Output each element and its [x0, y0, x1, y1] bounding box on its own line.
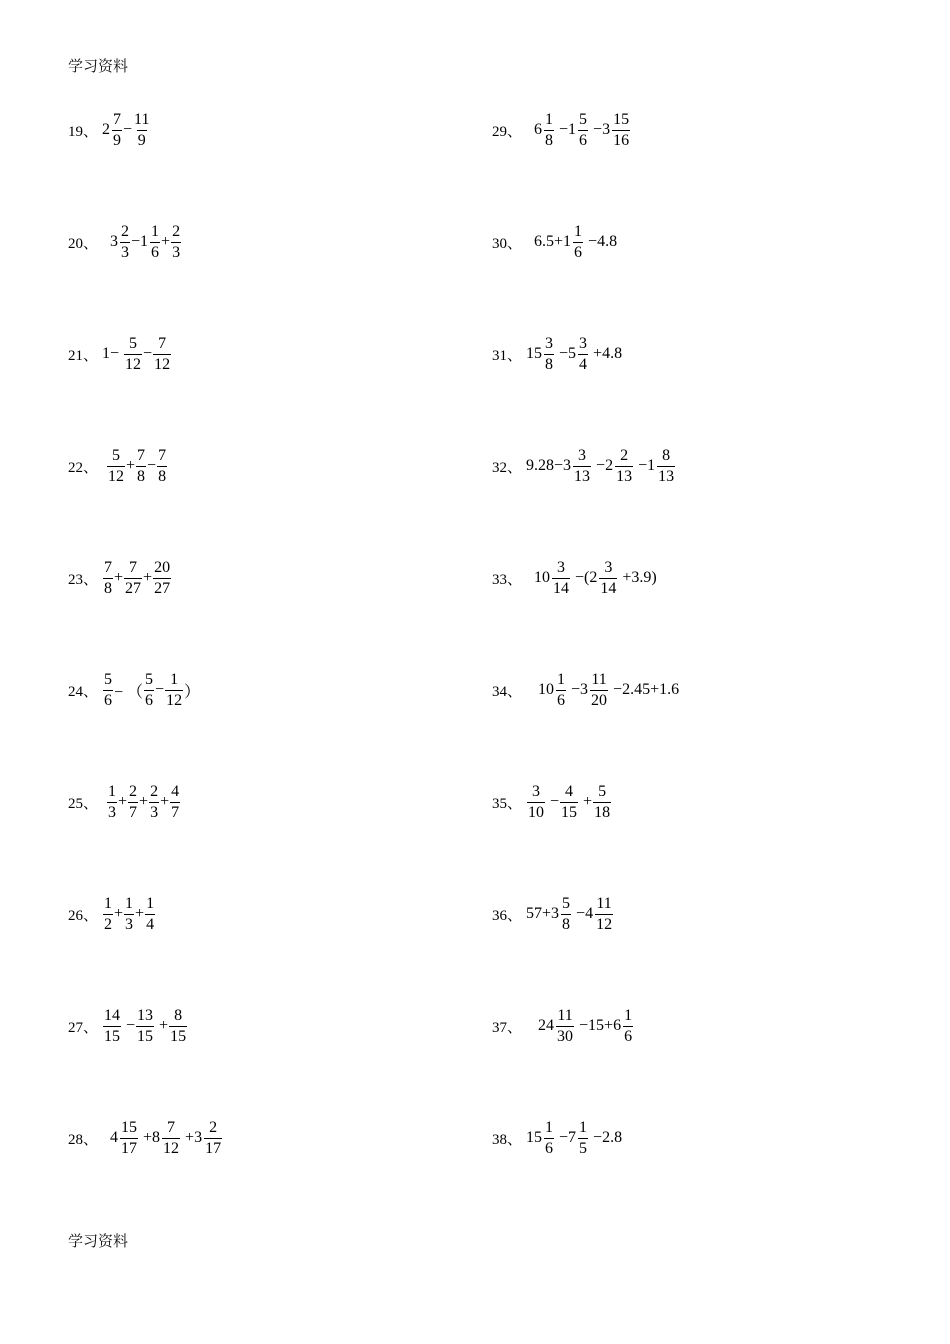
fraction: [590, 672, 608, 709]
whole-number: 3: [110, 233, 119, 250]
denominator: 12: [596, 915, 613, 933]
problem-item: [68, 554, 172, 602]
denominator: 8: [137, 467, 146, 485]
whole-number: 6: [534, 121, 543, 138]
problem-number: 33、: [492, 571, 523, 588]
fraction: [544, 336, 554, 373]
numerator: 3: [578, 446, 587, 464]
operator-text: −4.8: [584, 233, 618, 250]
operator-text: [102, 793, 106, 811]
denominator: 13: [658, 467, 675, 485]
operator-text: − （: [114, 683, 144, 701]
whole-number: 1: [140, 233, 149, 250]
operator-text: 9.28−: [526, 457, 564, 474]
problem-number: 23、: [68, 571, 99, 588]
fraction: [136, 448, 146, 485]
fraction: [657, 448, 675, 485]
fraction: [552, 560, 570, 597]
numerator: 2: [172, 222, 181, 240]
problem-item: [492, 554, 657, 602]
numerator: 7: [137, 446, 146, 464]
denominator: 12: [154, 355, 171, 373]
fraction: [128, 784, 138, 821]
numerator: 11: [557, 1006, 573, 1024]
denominator: 4: [579, 355, 588, 373]
problem-number: 19、: [68, 123, 99, 140]
problem-item: [492, 330, 622, 378]
problem-item: [492, 218, 617, 266]
operator-text: [526, 569, 534, 587]
problem-number: 21、: [68, 347, 99, 364]
denominator: 18: [594, 803, 611, 821]
whole-number: 4: [585, 905, 594, 922]
numerator: 2: [209, 1118, 218, 1136]
denominator: 3: [108, 803, 117, 821]
numerator: 1: [170, 670, 179, 688]
fraction: [103, 896, 113, 933]
denominator: 6: [574, 243, 583, 261]
operator-text: [526, 681, 538, 699]
numerator: 5: [129, 334, 138, 352]
denominator: 6: [557, 691, 566, 709]
numerator: 1: [108, 782, 117, 800]
denominator: 27: [154, 579, 171, 597]
problem-item: [68, 442, 168, 490]
fraction: [578, 112, 588, 149]
operator-text: −: [123, 121, 133, 138]
fraction: [112, 112, 122, 149]
problem-number: 32、: [492, 459, 523, 476]
operator-text: +: [126, 457, 136, 474]
operator-text: 57+: [526, 905, 552, 922]
whole-number: 3: [563, 457, 572, 474]
operator-text: −: [131, 233, 141, 250]
fraction: [124, 336, 142, 373]
problem-number: 36、: [492, 907, 523, 924]
denominator: 2: [104, 915, 113, 933]
operator-text: +: [114, 905, 124, 922]
operator-text: +: [160, 793, 170, 810]
denominator: 15: [170, 1027, 187, 1045]
numerator: 2: [129, 782, 138, 800]
operator-text: −: [555, 345, 569, 362]
whole-number: 7: [568, 1129, 577, 1146]
operator-text: +: [139, 793, 149, 810]
problem-item: [492, 1002, 634, 1050]
problem-number: 24、: [68, 683, 99, 700]
fraction: [103, 560, 113, 597]
operator-text: +: [118, 793, 128, 810]
numerator: 7: [167, 1118, 176, 1136]
fraction: [170, 784, 180, 821]
denominator: 10: [528, 803, 545, 821]
numerator: 8: [174, 1006, 183, 1024]
problem-item: [68, 1002, 188, 1050]
whole-number: 3: [551, 905, 560, 922]
denominator: 6: [579, 131, 588, 149]
fraction: [153, 336, 171, 373]
problem-item: [68, 330, 172, 378]
denominator: 15: [137, 1027, 154, 1045]
operator-text: +: [579, 793, 593, 810]
fraction: [578, 1120, 588, 1157]
problem-number: 30、: [492, 235, 523, 252]
numerator: 1: [557, 670, 566, 688]
operator-text: −: [567, 681, 581, 698]
denominator: 17: [205, 1139, 222, 1157]
operator-text: +: [161, 233, 171, 250]
operator-text: [102, 1129, 110, 1147]
problem-item: [492, 106, 631, 154]
numerator: 2: [620, 446, 629, 464]
numerator: 8: [662, 446, 671, 464]
operator-text: +3.9): [618, 569, 657, 586]
whole-number: 15: [526, 345, 543, 362]
fraction: [162, 1120, 180, 1157]
problem-number: 28、: [68, 1131, 99, 1148]
problem-item: [492, 442, 676, 490]
numerator: 5: [562, 894, 571, 912]
fraction: [544, 112, 554, 149]
operator-text: −: [589, 121, 603, 138]
numerator: 3: [532, 782, 541, 800]
fraction: [573, 448, 591, 485]
operator-text: −: [555, 121, 569, 138]
operator-text: +: [139, 1129, 153, 1146]
denominator: 8: [545, 355, 554, 373]
expression: [102, 672, 200, 709]
operator-text: +: [181, 1129, 195, 1146]
denominator: 14: [600, 579, 617, 597]
denominator: 13: [616, 467, 633, 485]
whole-number: 15: [526, 1129, 543, 1146]
operator-text: −: [572, 905, 586, 922]
fraction: [615, 448, 633, 485]
problem-item: [68, 1114, 223, 1162]
numerator: 5: [598, 782, 607, 800]
operator-text: ）: [184, 683, 201, 701]
problem-number: 22、: [68, 459, 99, 476]
denominator: 9: [113, 131, 122, 149]
denominator: 12: [166, 691, 183, 709]
fraction: [593, 784, 611, 821]
numerator: 5: [145, 670, 154, 688]
fraction: [204, 1120, 222, 1157]
denominator: 7: [171, 803, 180, 821]
fraction: [573, 224, 583, 261]
denominator: 30: [557, 1027, 574, 1045]
fraction: [561, 896, 571, 933]
problem-number: 25、: [68, 795, 99, 812]
expression: [526, 896, 614, 933]
problem-number: 26、: [68, 907, 99, 924]
whole-number: 1: [568, 121, 577, 138]
expression: [102, 896, 156, 933]
operator-text: +: [114, 569, 124, 586]
expression: [102, 224, 182, 261]
fraction: [599, 560, 617, 597]
fraction: [136, 1008, 154, 1045]
whole-number: 24: [538, 1017, 555, 1034]
expression: [102, 560, 172, 597]
whole-number: 3: [194, 1129, 203, 1146]
numerator: 14: [104, 1006, 121, 1024]
problem-number: 27、: [68, 1019, 99, 1036]
problem-item: [492, 666, 679, 714]
problem-item: [492, 1114, 622, 1162]
problem-number: 20、: [68, 235, 99, 252]
expression: [102, 448, 168, 485]
numerator: 1: [579, 1118, 588, 1136]
fraction: [107, 784, 117, 821]
denominator: 8: [104, 579, 113, 597]
denominator: 6: [104, 691, 113, 709]
denominator: 12: [163, 1139, 180, 1157]
denominator: 6: [151, 243, 160, 261]
fraction: [120, 224, 130, 261]
expression: [102, 112, 151, 149]
whole-number: 3: [580, 681, 589, 698]
operator-text: [102, 233, 110, 251]
denominator: 3: [150, 803, 159, 821]
expression: [526, 1120, 622, 1157]
problem-item: [492, 890, 614, 938]
problem-item: [68, 106, 151, 154]
numerator: 4: [171, 782, 180, 800]
denominator: 6: [145, 691, 154, 709]
numerator: 15: [121, 1118, 138, 1136]
expression: [102, 784, 181, 821]
whole-number: 10: [534, 569, 551, 586]
operator-text: −: [555, 1129, 569, 1146]
problem-number: 31、: [492, 347, 523, 364]
fraction: [124, 896, 134, 933]
denominator: 3: [125, 915, 134, 933]
denominator: 3: [121, 243, 130, 261]
numerator: 1: [624, 1006, 633, 1024]
operator-text: −: [592, 457, 606, 474]
fraction: [149, 784, 159, 821]
operator-text: −: [634, 457, 648, 474]
whole-number: 1: [563, 233, 572, 250]
expression: [526, 448, 676, 485]
denominator: 5: [579, 1139, 588, 1157]
problem-number: 29、: [492, 123, 523, 140]
operator-text: [526, 121, 534, 139]
operator-text: −: [155, 681, 165, 698]
operator-text: −15+: [575, 1017, 614, 1034]
fraction: [527, 784, 545, 821]
expression: [526, 224, 617, 261]
numerator: 7: [129, 558, 138, 576]
numerator: 1: [125, 894, 134, 912]
fraction: [595, 896, 613, 933]
denominator: 17: [121, 1139, 138, 1157]
denominator: 8: [158, 467, 167, 485]
fraction: [165, 672, 183, 709]
operator-text: −: [147, 457, 157, 474]
numerator: 3: [604, 558, 613, 576]
fraction: [145, 896, 155, 933]
operator-text: −: [122, 1017, 136, 1034]
whole-number: 5: [568, 345, 577, 362]
whole-number: 6: [613, 1017, 622, 1034]
operator-text: 1−: [102, 345, 124, 362]
denominator: 9: [137, 131, 146, 149]
expression: [526, 112, 631, 149]
denominator: 7: [129, 803, 138, 821]
operator-text: −: [143, 345, 153, 362]
operator-text: +: [135, 905, 145, 922]
expression: [526, 1008, 634, 1045]
problem-number: 34、: [492, 683, 523, 700]
numerator: 1: [146, 894, 155, 912]
denominator: 16: [613, 131, 630, 149]
numerator: 3: [579, 334, 588, 352]
fraction: [556, 1008, 574, 1045]
fraction: [556, 672, 566, 709]
denominator: 4: [146, 915, 155, 933]
numerator: 15: [613, 110, 630, 128]
denominator: 3: [172, 243, 181, 261]
numerator: 3: [545, 334, 554, 352]
fraction: [169, 1008, 187, 1045]
numerator: 11: [591, 670, 607, 688]
denominator: 27: [125, 579, 142, 597]
denominator: 12: [125, 355, 142, 373]
fraction: [623, 1008, 633, 1045]
denominator: 6: [545, 1139, 554, 1157]
numerator: 7: [104, 558, 113, 576]
numerator: 5: [104, 670, 113, 688]
operator-text: [102, 457, 106, 475]
fraction: [560, 784, 578, 821]
denominator: 6: [624, 1027, 633, 1045]
expression: [102, 1120, 223, 1157]
expression: [526, 336, 622, 373]
problem-number: 35、: [492, 795, 523, 812]
numerator: 7: [113, 110, 122, 128]
numerator: 7: [158, 334, 167, 352]
fraction: [107, 448, 125, 485]
numerator: 4: [565, 782, 574, 800]
numerator: 5: [579, 110, 588, 128]
numerator: 1: [104, 894, 113, 912]
fraction: [133, 112, 150, 149]
fraction: [157, 448, 167, 485]
fraction: [150, 224, 160, 261]
fraction: [612, 112, 630, 149]
fraction: [144, 672, 154, 709]
numerator: 7: [158, 446, 167, 464]
denominator: 15: [104, 1027, 121, 1045]
denominator: 8: [545, 131, 554, 149]
operator-text: 6.5+: [526, 233, 564, 250]
denominator: 8: [562, 915, 571, 933]
whole-number: 2: [102, 121, 111, 138]
numerator: 2: [121, 222, 130, 240]
whole-number: 4: [110, 1129, 119, 1146]
expression: [102, 1008, 188, 1045]
numerator: 11: [596, 894, 612, 912]
fraction: [153, 560, 171, 597]
whole-number: 2: [605, 457, 614, 474]
whole-number: 1: [647, 457, 656, 474]
whole-number: 3: [602, 121, 611, 138]
fraction: [578, 336, 588, 373]
numerator: 1: [151, 222, 160, 240]
whole-number: 2: [589, 569, 598, 586]
denominator: 12: [108, 467, 125, 485]
operator-text: −(: [571, 569, 590, 586]
operator-text: +4.8: [589, 345, 623, 362]
numerator: 13: [137, 1006, 154, 1024]
operator-text: −2.45+1.6: [609, 681, 680, 698]
denominator: 13: [574, 467, 591, 485]
operator-text: −2.8: [589, 1129, 623, 1146]
numerator: 3: [557, 558, 566, 576]
problem-item: [68, 778, 181, 826]
fraction: [544, 1120, 554, 1157]
expression: [526, 784, 612, 821]
problem-number: 37、: [492, 1019, 523, 1036]
operator-text: [526, 1017, 538, 1035]
operator-text: +: [155, 1017, 169, 1034]
denominator: 14: [553, 579, 570, 597]
denominator: 20: [591, 691, 608, 709]
numerator: 20: [154, 558, 171, 576]
operator-text: +: [143, 569, 153, 586]
expression: [526, 560, 657, 597]
fraction: [120, 1120, 138, 1157]
whole-number: 8: [152, 1129, 161, 1146]
denominator: 15: [561, 803, 578, 821]
numerator: 11: [134, 110, 150, 128]
problem-number: 38、: [492, 1131, 523, 1148]
problem-item: [68, 890, 156, 938]
whole-number: 10: [538, 681, 555, 698]
fraction: [124, 560, 142, 597]
problem-item: [492, 778, 612, 826]
problem-item: [68, 218, 182, 266]
expression: [526, 672, 679, 709]
operator-text: −: [546, 793, 560, 810]
problem-item: [68, 666, 200, 714]
expression: [102, 336, 172, 373]
numerator: 5: [112, 446, 121, 464]
page-header: 学习资料: [68, 57, 129, 75]
numerator: 2: [150, 782, 159, 800]
fraction: [103, 672, 113, 709]
fraction: [103, 1008, 121, 1045]
numerator: 1: [574, 222, 583, 240]
numerator: 1: [545, 110, 554, 128]
fraction: [171, 224, 181, 261]
page-footer: 学习资料: [68, 1232, 129, 1250]
numerator: 1: [545, 1118, 554, 1136]
